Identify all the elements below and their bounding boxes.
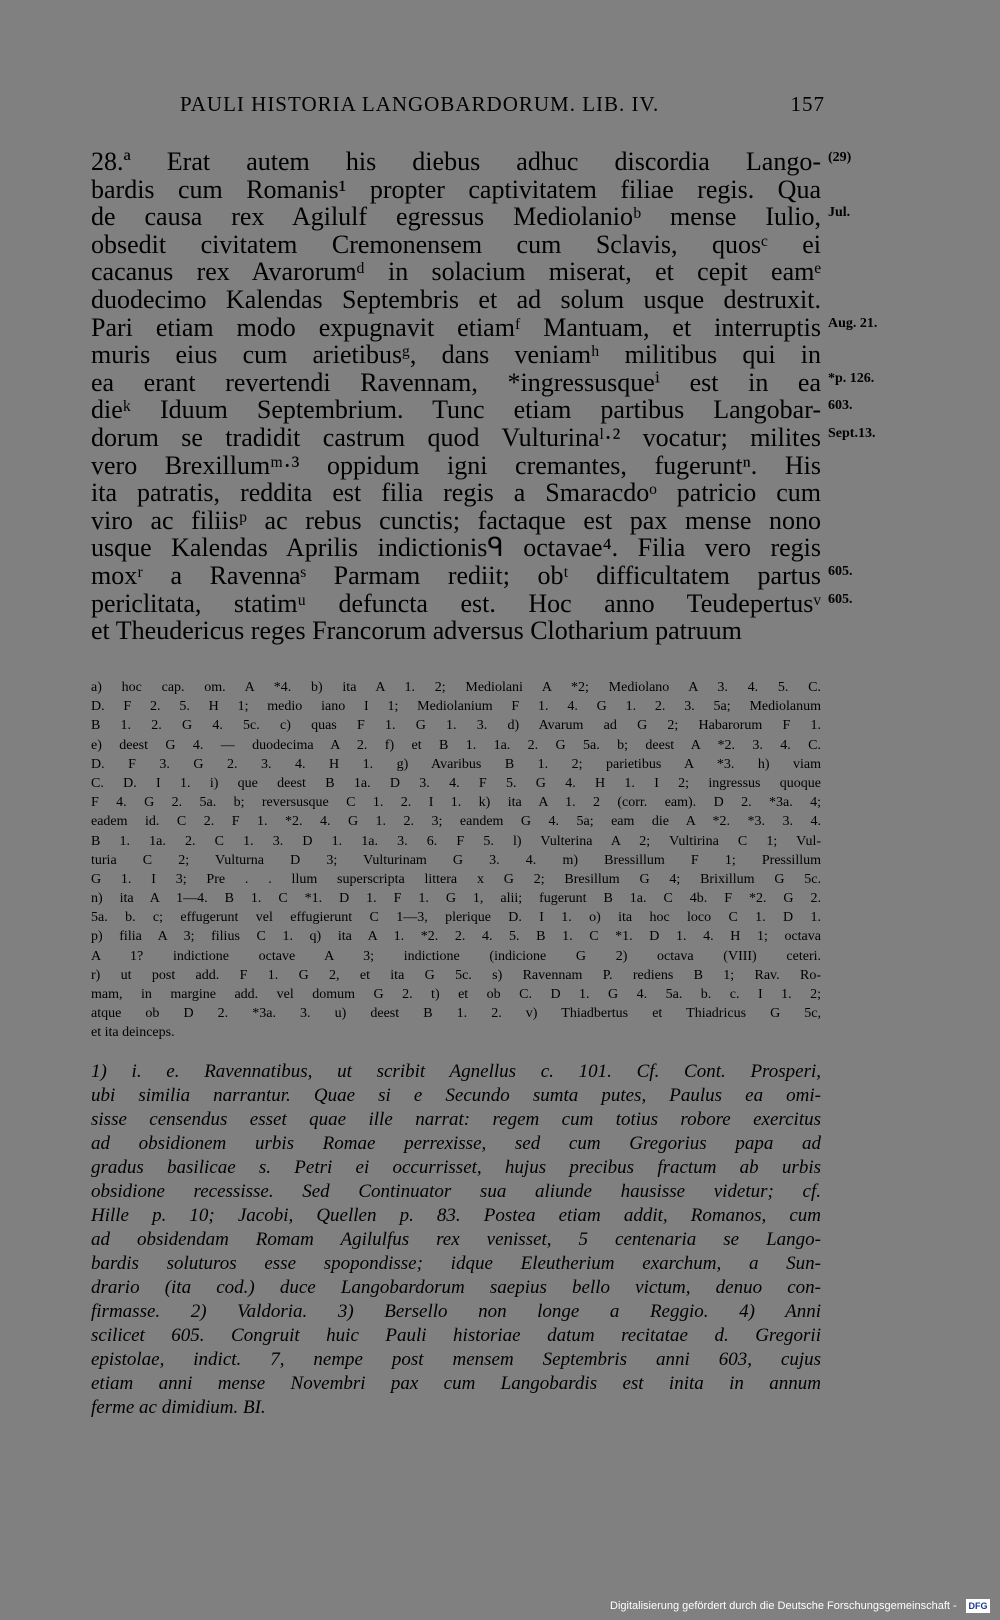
main-text-line: obsedit civitatem Cremonensem cum Sclavis, quosᶜ ei xyxy=(91,229,821,259)
page-number: 157 xyxy=(790,92,825,116)
apparatus-line: e) deest G 4. — duodecima A 2. f) et B 1. 1a. 2. G 5a. b; deest A *2. 3. 4. C. xyxy=(91,737,821,753)
main-text-line: 28.ª Erat autem his diebus adhuc discordia Lango- xyxy=(91,147,821,176)
main-text-line: bardis cum Romanis¹ propter captivitatem filiae regis. Qua xyxy=(91,174,821,204)
main-text-line: de causa rex Agilulf egressus Mediolanioᵇ mense Iulio, xyxy=(91,202,821,232)
footnote-line: firmasse. 2) Valdoria. 3) Bersello non longe a Reggio. 4) Anni xyxy=(91,1301,821,1322)
apparatus-line: A 1? indictione octave A 3; indictione (indicione G 2) octava (VIII) ceteri. xyxy=(91,948,821,964)
main-text-line: muris eius cum arietibusᵍ, dans veniamʰ militibus qui in xyxy=(91,340,821,370)
footnote-line: obsidione recessisse. Sed Continuator sua aliunde hausisse videtur; cf. xyxy=(91,1181,821,1202)
footnote-line: gradus basilicae s. Petri ei occurrisset, hujus precibus fractum ab urbis xyxy=(91,1157,821,1178)
apparatus-line: D. F 2. 5. H 1; medio iano I 1; Mediolanium F 1. 4. G 1. 2. 3. 5a; Mediolanum xyxy=(91,699,821,715)
main-text-line: duodecimo Kalendas Septembris et ad solum usque destruxit. xyxy=(91,284,821,314)
running-header xyxy=(180,92,825,117)
main-text-line: dieᵏ Iduum Septembrium. Tunc etiam partibus Langobar- xyxy=(91,395,821,425)
margin-note: Aug. 21. xyxy=(828,315,878,331)
digitization-credit: Digitalisierung gefördert durch die Deutsche Forschungsgemeinschaft - xyxy=(610,1600,957,1612)
apparatus-line: B 1. 1a. 2. C 1. 3. D 1. 1a. 3. 6. F 5. l) Vulterina A 2; Vultirina C 1; Vul- xyxy=(91,833,821,849)
footnote-line: Hille p. 10; Jacobi, Quellen p. 83. Postea etiam addit, Romanos, cum xyxy=(91,1205,821,1226)
apparatus-line: n) ita A 1—4. B 1. C *1. D 1. F 1. G 1, alii; fugerunt B 1a. C 4b. F *2. G 2. xyxy=(91,891,821,907)
margin-note: Sept.13. xyxy=(828,426,876,441)
margin-note: (29) xyxy=(828,150,852,165)
main-text-line: et Theudericus reges Francorum adversus Clotharium patruum xyxy=(91,616,742,646)
apparatus-line: 5a. b. c; effugerunt vel effugierunt C 1—3, plerique D. I 1. o) ita hoc loco C 1. D 1. xyxy=(91,910,821,926)
main-text-line: cacanus rex Avarorumᵈ in solacium miserat, et cepit eamᵉ xyxy=(91,257,821,287)
apparatus-line: C. D. I 1. i) que deest B 1a. D 3. 4. F 5. G 4. H 1. I 2; ingressus quoque xyxy=(91,775,821,791)
dfg-logo: DFG xyxy=(966,1599,990,1613)
footnote-line: ad obsidendam Romam Agilulfus rex venisset, 5 centenaria se Lango- xyxy=(91,1229,821,1250)
margin-note: Jul. xyxy=(828,205,851,221)
footnote-line: ubi similia narrantur. Quae si e Secundo sumta putes, Paulus ea omi- xyxy=(91,1085,821,1106)
footnote-line: etiam anni mense Novembri pax cum Langobardis est inita in annum xyxy=(91,1373,821,1394)
main-text-line: usque Kalendas Aprilis indictionisᑫ octavae⁴. Filia vero regis xyxy=(91,533,821,563)
margin-note: 603. xyxy=(828,398,853,414)
main-text-line: moxʳ a Ravennaˢ Parmam rediit; obᵗ difficultatem partus xyxy=(91,560,821,590)
apparatus-line: et ita deinceps. xyxy=(91,1025,175,1041)
apparatus-line: F 4. G 2. 5a. b; reversusque C 1. 2. I 1. k) ita A 1. 2 (corr. eam). D 2. *3a. 4; xyxy=(91,795,821,811)
footnote-line: ad obsidionem urbis Romae perrexisse, sed cum Gregorius papa ad xyxy=(91,1133,821,1154)
apparatus-line: r) ut post add. F 1. G 2, et ita G 5c. s) Ravennam P. rediens B 1; Rav. Ro- xyxy=(91,967,821,983)
footnote-line: epistolae, indict. 7, nempe post mensem Septembris anni 603, cujus xyxy=(91,1349,821,1370)
main-text-line: viro ac filiisᵖ ac rebus cunctis; factaque est pax mense nono xyxy=(91,505,821,535)
apparatus-line: eadem id. C 2. F 1. *2. 4. G 1. 2. 3; eandem G 4. 5a; eam die A *2. *3. 3. 4. xyxy=(91,814,821,830)
margin-note: *p. 126. xyxy=(828,370,875,386)
critical-apparatus xyxy=(91,678,821,1043)
footnote-line: bardis soluturos esse spopondisse; idque Eleutherium exarchum, a Sun- xyxy=(91,1253,821,1274)
apparatus-line: p) filia A 3; filius C 1. q) ita A 1. *2. 2. 4. 5. B 1. C *1. D 1. 4. H 1; octava xyxy=(91,929,821,945)
footnote-line: ferme ac dimidium. BI. xyxy=(91,1397,266,1418)
footnote-line: drario (ita cod.) duce Langobardorum saepius bello victum, denuo con- xyxy=(91,1277,821,1298)
apparatus-line: B 1. 2. G 4. 5c. c) quas F 1. G 1. 3. d) Avarum ad G 2; Habarorum F 1. xyxy=(91,718,821,734)
main-text-line: ea erant revertendi Ravennam, *ingressusqueⁱ est in ea xyxy=(91,367,821,397)
main-text-line: dorum se tradidit castrum quod Vulturinaˡ·² vocatur; milites xyxy=(91,422,821,452)
margin-note: 605. xyxy=(828,591,853,607)
footnote-line: scilicet 605. Congruit huic Pauli historiae datum recitatae d. Gregorii xyxy=(91,1325,821,1346)
apparatus-line: a) hoc cap. om. A *4. b) ita A 1. 2; Mediolani A *2; Mediolano A 3. 4. 5. C. xyxy=(91,680,821,695)
margin-note: 605. xyxy=(828,564,853,579)
main-text xyxy=(91,148,821,645)
main-text-line: vero Brexillumᵐ·³ oppidum igni cremantes, fugeruntⁿ. His xyxy=(91,450,821,480)
apparatus-line: mam, in margine add. vel domum G 2. t) et ob C. D 1. G 4. 5a. b. c. I 1. 2; xyxy=(91,987,821,1002)
apparatus-line: atque ob D 2. *3a. 3. u) deest B 1. 2. v) Thiadbertus et Thiadricus G 5c, xyxy=(91,1006,821,1022)
main-text-line: ita patratis, reddita est filia regis a Smaracdoᵒ patricio cum xyxy=(91,478,821,508)
running-title: PAULI HISTORIA LANGOBARDORUM. LIB. IV. xyxy=(180,92,660,116)
apparatus-line: G 1. I 3; Pre . . llum superscripta littera x G 2; Bresillum G 4; Brixillum G 5c. xyxy=(91,871,821,887)
apparatus-line: D. F 3. G 2. 3. 4. H 1. g) Avaribus B 1. 2; parietibus A *3. h) viam xyxy=(91,756,821,772)
footnote-line: 1) i. e. Ravennatibus, ut scribit Agnellus c. 101. Cf. Cont. Prosperi, xyxy=(91,1061,821,1082)
footnote-line: sisse censendus esset quae ille narrat: regem cum totius robore exercitus xyxy=(91,1109,821,1130)
main-text-line: periclitata, statimᵘ defuncta est. Hoc anno Teudepertusᵛ xyxy=(91,588,821,618)
apparatus-line: turia C 2; Vulturna D 3; Vulturinam G 3. 4. m) Bressillum F 1; Pressillum xyxy=(91,852,821,868)
footnotes xyxy=(91,1060,821,1420)
main-text-line: Pari etiam modo expugnavit etiamᶠ Mantuam, et interruptis xyxy=(91,312,821,342)
